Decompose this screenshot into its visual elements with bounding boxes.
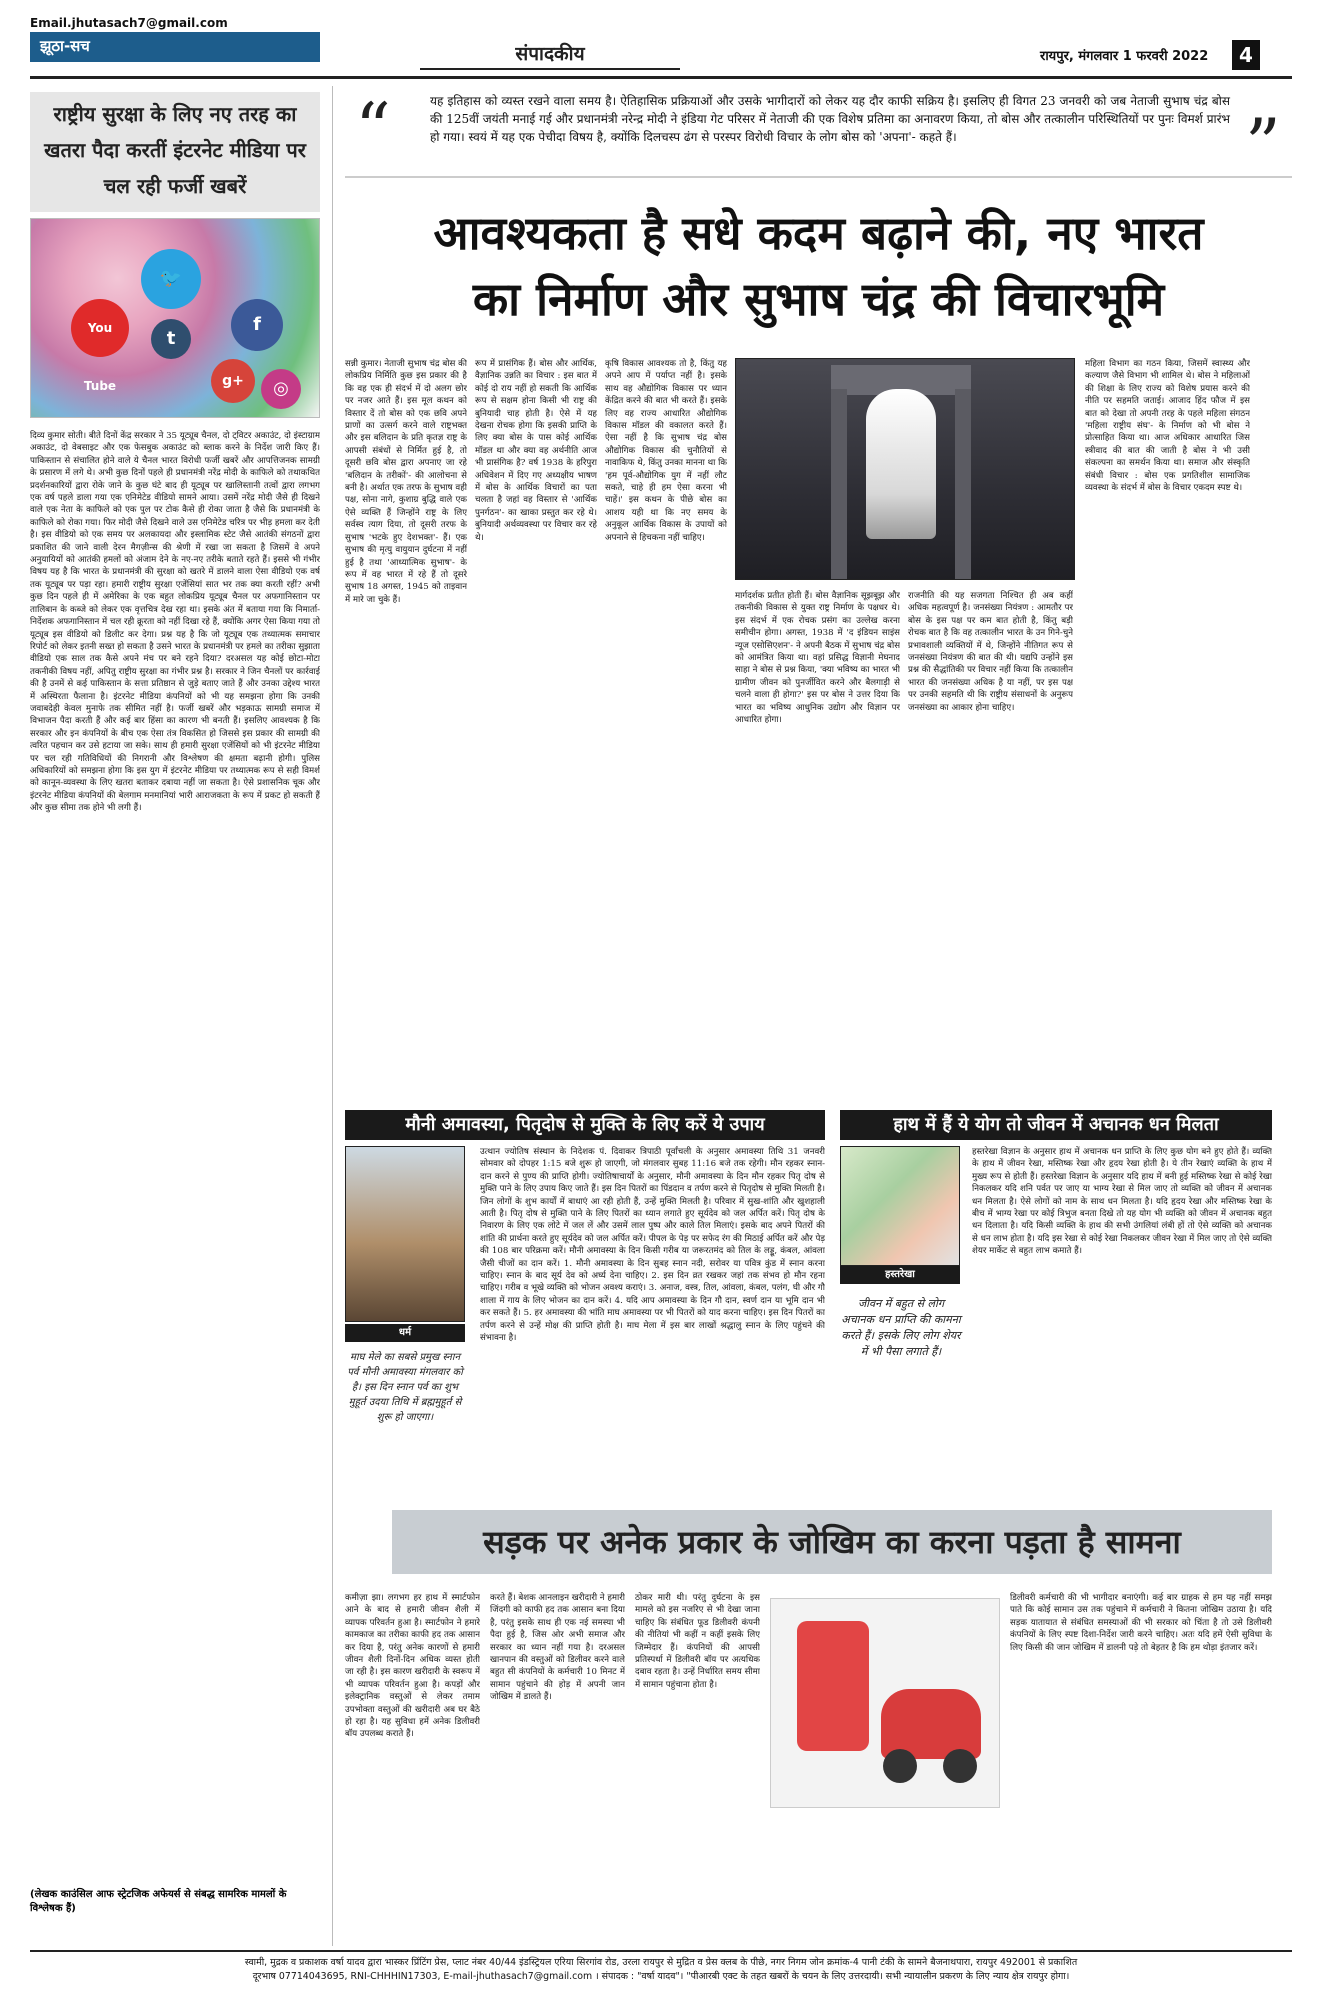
left-story-footnote: (लेखक काउंसिल आफ स्ट्रेटजिक अफेयर्स से संबद्ध सामरिक मामलों के विश्लेषक हैं) bbox=[30, 1889, 287, 1914]
road-story-column-3: ठोकर मारी थी। परंतु दुर्घटना के इस मामले को इस नजरिए से भी देखा जाना चाहिए कि संबंधित फूड डिलीवरी कंपनी की नीतियां भी कहीं न कहीं इसके लिए जिम्मेदार हैं। कंपनियों की आपसी प्रतिस्पर्धा में डिलीवरी बॉय पर अत्यधिक दबाव रहता है। उन्हें निर्धारित समय सीमा में सामान पहुंचाना होता है। bbox=[635, 1593, 760, 1690]
page-number: 4 bbox=[1232, 40, 1260, 70]
main-headline-line-2: का निर्माण और सुभाष चंद्र की विचारभूमि bbox=[472, 272, 1165, 326]
left-story-body: दिव्य कुमार सोती। बीते दिनों केंद्र सरकार ने 35 यूट्यूब चैनल, दो ट्विटर अकाउंट, दो इंस्टाग्राम अकाउंट, दो वेबसाइट और एक फेसबुक अकाउंट को ब्लाक करने के निर्देश जारी किए हैं। पाकिस्तान से संचालित होने वाले ये चैनल भारत विरोधी फर्जी खबरें और आपत्तिजनक सामग्री के प्रसारण में लगे थे। अभी कुछ दिनों पहले ही प्रधानमंत्री नरेंद्र मोदी के काफिले को तथाकथित प्रदर्शनकारियों द्वारा रोके जाने के कुछ घंटे बाद ही यूट्यूब पर खालिस्तानी तत्वों द्वारा लगभग एक वर्ष पहले डाला गया एक एनिमेटेड वीडियो सामने आया। उसमें नरेंद्र मोदी जैसे ही दिखने वाले एक नेता के काफिले को एक पुल पर टोक कैसे ही रोका जाता है जैसे कि प्रधानमंत्री के काफिले को रोका गया। फिर मोदी जैसे दिखने वाले उस एनिमेटेड चरित्र पर भीड़ हमला कर देती है। इस वीडियो को एक समय पर अलकायदा और इस्लामिक स्टेट जैसे आतंकी संगठनों द्वारा प्रकाशित की जाने वाली देरन मैगज़ीन्स की श्रेणी में रखा जा सकता है जिसमें वे अपने अनुयायियों को आतंकी हमलों को अंजाम देने के नए-नए तरीके बताते रहते हैं। इससे भी गंभीर विषय यह है कि भारत के प्रधानमंत्री की सुरक्षा को खतरे में डालने वाला ऐसा वीडियो एक वर्ष तक यूट्यूब पर पड़ा रहा। हमारी राष्ट्रीय सुरक्षा एजेंसियां सात भर तक क्या करती रहीं? अभी कुछ दिन पहले ही में अमेरिका के एक बहुत लोकप्रिय यूट्यूब चैनल पर अफगानिस्तान पर तालिबान के कब्जे को लेकर एक वृत्तचित्र देख रहा था। इसके अंत में बताया गया कि निमार्ता-निर्देशक अफगानिस्तान में चल रही क्रूरता को नहीं दिखा रहे हैं, क्योंकि अगर ऐसा किया गया तो यूट्यूब इस वीडियो को डिलीट कर देगा। प्रश्न यह है कि जो यूट्यूब एक तथ्यात्मक समाचार रिपोर्ट को लेकर इतनी सख्त हो सकता है उसने भारत के प्रधानमंत्री पर हमले का तरीका सुझाता वीडियो एक साल तक कैसे अपने मंच पर बने रहने दिया? दरअसल यह कोई छोटा-मोटा तकनीकी विषय नहीं, अपितु राष्ट्रीय सुरक्षा का गंभीर प्रश्न है। सरकार ने जिन चैनलों पर कार्रवाई की है उनमें से कई पाकिस्तान के सत्ता प्रतिष्ठान से जुड़े बताए जाते हैं और उनका उद्देश्य भारत में अस्थिरता फैलाना है। इंटरनेट मीडिया कंपनियों को भी यह समझना होगा कि उनकी जवाबदेही केवल मुनाफे तक सीमित नहीं है। फर्जी खबरें और भड़काऊ सामग्री समाज में विभाजन पैदा करती हैं और कई बार हिंसा का कारण भी बनती हैं। इसलिए आवश्यक है कि सरकार और इन कंपनियों के बीच एक ऐसा तंत्र विकसित हो जिससे इस प्रकार की सामग्री की त्वरित पहचान कर उसे हटाया जा सके। साथ ही हमारी सुरक्षा एजेंसियों को भी इंटरनेट मीडिया पर चल रही गतिविधियों की निगरानी और विश्लेषण की क्षमता बढ़ानी होगी। पुलिस अधिकारियों को समझना होगा कि इस युग में इंटरनेट मीडिया पर तथ्यात्मक रूप से सही विमर्श को कानून-व्यवस्था के लिए खतरा बताकर दबाया नहीं जा सकता है। ऐसे प्रशासनिक चूक और इंटरनेट मीडिया कंपनियों की बेलगाम मनमानियां भारी आराजकता के रूप में प्रकट हो सकती हैं और कुछ सीमा तक होने भी लगी हैं। bbox=[30, 431, 320, 814]
brand-bar: झूठा-सच bbox=[30, 32, 320, 62]
dhan-story-band: हाथ में हैं ये योग तो जीवन में अचानक धन मिलता bbox=[840, 1110, 1272, 1140]
main-headline-line-1: आवश्यकता है सधे कदम बढ़ाने की, नए भारत bbox=[433, 206, 1204, 260]
main-story-column-2: रूप में प्रासंगिक हैं। बोस और आर्थिक, वैज्ञानिक उन्नति का विचार : इस बात में कोई दो राय नहीं हो सकती कि आर्थिक रूप से सक्षम होना किसी भी राष्ट्र की बुनियादी चाह होती है। ऐसे में यह देखना रोचक होगा कि इसकी प्राप्ति के लिए क्या बोस के पास कोई आर्थिक मॉडल था और क्या वह अर्थनीति आज भी प्रासंगिक है? वर्ष 1938 के हरिपुरा अधिवेशन में दिए गए अध्यक्षीय भाषण में बोस के आर्थिक विचारों का पता चलता है जहां वह विस्तार से 'आर्थिक पुनर्गठन'- का खाका प्रस्तुत कर रहे थे। बुनियादी अर्थव्यवस्था पर विचार कर रहे थे। bbox=[475, 359, 597, 543]
social-media-image bbox=[30, 218, 320, 418]
delivery-illustration bbox=[770, 1598, 1000, 1808]
youtube-icon: You Tube bbox=[71, 299, 129, 357]
dhan-story-body: हस्तरेखा विज्ञान के अनुसार हाथ में अचानक धन प्राप्ति के लिए कुछ योग बने हुए होते हैं। व्यक्ति के हाथ में जीवन रेखा, मस्तिष्क रेखा और हृदय रेखा होती है। ये तीन रेखाएं व्यक्ति के हाथ में मुख्य रूप से होती हैं। हस्तरेखा विज्ञान के अनुसार यदि हाथ में बनी हुई मस्तिष्क रेखा से कोई रेखा निकलकर यदि शनि पर्वत पर जाए या भाग्य रेखा से मिल जाए तो व्यक्ति को जीवन में अचानक धन मिलता है। ऐसे लोगों को नाम के साथ धन मिलता है। यदि हृदय रेखा और मस्तिष्क रेखा के बीच में भाग्य रेखा पर कोई त्रिभुज बनता दिखे तो यह योग भी व्यक्ति को जीवन में अचानक बहुत धन दिलाता है। यदि किसी व्यक्ति के हाथ की सभी उंगलियां लंबी हों तो ऐसे व्यक्ति को अचानक से धन लाभ होता है। यदि इस रेखा से कोई रेखा निकलकर जीवन रेखा में मिल जाए तो ऐसे व्यक्ति शेयर मार्केट से बहुत लाभ कमाते हैं। bbox=[972, 1147, 1272, 1257]
netaji-statue-photo bbox=[735, 358, 1075, 580]
road-story-column-2: करते हैं। बेशक आनलाइन खरीदारी ने हमारी जिंदगी को काफी हद तक आसान बना दिया है, परंतु इसके साथ ही एक नई समस्या भी पैदा हुई है, जिस ओर अभी समाज और सरकार का ध्यान नहीं गया है। दरअसल खानपान की वस्तुओं को डिलीवर करने वाले बहुत सी कंपनियों के कर्मचारी 10 मिनट में सामान पहुंचाने की होड़ में अपनी जान जोखिम में डालते हैं। bbox=[490, 1593, 625, 1703]
imprint-footer bbox=[30, 1956, 1292, 1984]
open-quote-icon: “ bbox=[355, 88, 391, 170]
mauni-story-body: उत्थान ज्योतिष संस्थान के निदेशक पं. दिवाकर त्रिपाठी पूर्वांचली के अनुसार अमावस्या तिथि 31 जनवरी सोमवार को दोपहर 1:15 बजे शुरू हो जाएगी, जो मंगलवार सुबह 11:16 बजे तक रहेगी। मौन रहकर स्नान-दान करने से पुण्य की प्राप्ति होगी। ज्योतिषाचार्यों के अनुसार, मौनी अमावस्या के दिन मौन रहकर पितृ दोष से मुक्ति पाने के लिए उपाय किए जाते हैं। इस दिन पितरों का पिंडदान व तर्पण करने से पितृदोष से मुक्ति मिलती है। जिन लोगों के शुभ कार्यों में बाधाएं आ रही होती हैं, उन्हें मुक्ति मिलती है। परिवार में सुख-शांति और खुशहाली आती है। पितृ दोष से मुक्ति पाने के लिए पितरों का ध्यान लगाते हुए सूर्यदेव को जल अर्पित करें। पितृ दोष के निवारण के लिए एक लोटे में जल लें और उसमें लाल पुष्प और काले तिल मिलाएं। इसके बाद अपने पितरों की शांति की प्रार्थना करते हुए सूर्यदेव को जल अर्पित करें। पीपल के पेड़ पर सफेद रंग की मिठाई अर्पित करें और पेड़ की 108 बार परिक्रमा करें। मौनी अमावस्या के दिन किसी गरीब या जरूरतमंद को तिल के लड्डू, कंबल, आंवला जैसी चीजों का दान करें। 1. मौनी अमावस्या के दिन सुबह स्नान नदी, सरोवर या पवित्र कुंड में स्नान करना चाहिए। स्नान के बाद सूर्य देव को अर्घ्य देना चाहिए। 2. इस दिन व्रत रखकर जहां तक संभव हो मौन रहना चाहिए। गरीब व भूखे व्यक्ति को भोजन अवश्य कराएं। 3. अनाज, वस्त्र, तिल, आंवला, कंबल, पलंग, घी और गौ शाला में गाय के लिए भोजन का दान करें। 4. यदि आप अमावस्या के दिन गौ दान, स्वर्ण दान या भूमि दान भी कर सकते हैं। 5. हर अमावस्या की भांति माघ अमावस्या पर भी पितरों को याद करना चाहिए। इस दिन पितरों का तर्पण करने से उन्हें मोक्ष की प्राप्ति होती है। माघ मेला में इस बार लाखों श्रद्धालु स्नान के लिए पहुंचने की संभावना है। bbox=[480, 1147, 825, 1344]
masthead-email: Email.jhutasach7@gmail.com bbox=[30, 16, 228, 30]
main-story-column-6: महिला विभाग का गठन किया, जिसमें स्वास्थ्य और कल्याण जैसे विभाग भी शामिल थे। बोस ने महिलाओं की शिक्षा के लिए राज्य को विशेष प्रयास करने की नीति पर सहमति जताई। आजाद हिंद फौज में इस बात को देखा तो अपनी तरह के पहले महिला संगठन 'महिला राष्ट्रीय संघ'- के निर्माण को भी बोस ने प्रोत्साहित किया था। आज अधिकार आधारित जिस स्त्रीवाद की बात की जाती है बोस ने भी उसी संकल्पना का समर्थन किया था। समाज और संस्कृति संबंधी विचार : बोस एक प्रगतिशील सामाजिक व्यवस्था के संदर्भ में बोस के विचार एकदम स्पष्ट थे। bbox=[1085, 359, 1250, 494]
road-story-headline: सड़क पर अनेक प्रकार के जोखिम का करना पड़ता है सामना bbox=[392, 1510, 1272, 1574]
hastrekha-tag: हस्तरेखा bbox=[840, 1266, 960, 1284]
pilgrims-photo bbox=[345, 1146, 465, 1322]
instagram-icon: ◎ bbox=[261, 369, 301, 409]
masthead-rule bbox=[30, 76, 1292, 79]
footer-rule bbox=[30, 1950, 1292, 1952]
twitter-icon: 🐦 bbox=[141, 249, 201, 309]
section-title: संपादकीय bbox=[420, 40, 680, 70]
close-quote-icon: ” bbox=[1245, 104, 1281, 186]
mauni-caption: माघ मेले का सबसे प्रमुख स्नान पर्व मौनी अमावस्या मंगलवार को है। इस दिन स्नान पर्व का शुभ मुहूर्त उदया तिथि में ब्रह्ममुहूर्त से शुरू हो जाएगा। bbox=[347, 1352, 463, 1423]
statue-figure bbox=[866, 389, 936, 539]
currency-notes-photo bbox=[840, 1146, 960, 1266]
dharm-tag: धर्म bbox=[345, 1324, 465, 1342]
facebook-icon: f bbox=[231, 299, 283, 351]
main-story-column-3: कृषि विकास आवश्यक तो है, किंतु यह अपने आप में पर्याप्त नहीं है। इसके साथ वह औद्योगिक विकास पर ध्यान केंद्रित करने की बात भी करते हैं। इसके लिए वह राज्य आधारित औद्योगिक विकास मॉडल की वकालत करते हैं। ऐसा नहीं है कि सुभाष चंद्र बोस औद्योगिक विकास की चुनौतियों से नावाकिफ थे, किंतु उनका मानना था कि 'हम पूर्व-औद्योगिक युग में नहीं लौट सकते, चाहे ही हम ऐसा करना भी चाहें।' इस कथन के पीछे बोस का आशय यही था कि नए समय के अनुकूल आर्थिक विकास के उपायों को अपनाने से हिचकना नहीं चाहिए। bbox=[605, 359, 727, 543]
mauni-story-band: मौनी अमावस्या, पितृदोष से मुक्ति के लिए करें ये उपाय bbox=[345, 1110, 825, 1140]
main-story-column-5: राजनीति की यह सजगता निश्चित ही अब कहीं अधिक महत्वपूर्ण है। जनसंख्या नियंत्रण : आमतौर पर बोस के इस पक्ष पर कम बात होती है, किंतु बड़ी रोचक बात है कि वह तत्कालीन भारत के उन गिने-चुने प्रभावशाली व्यक्तियों में थे, जिन्होंने नीतिगत रूप से जनसंख्या नियंत्रण की बात की थी। यद्यपि उन्होंने इस प्रश्न की सैद्धांतिकी पर विचार नहीं किया कि तत्कालीन भारत की जनसंख्या अधिक है या नहीं, पर इस पक्ष पर उनकी सहमति थी कि राष्ट्रीय संसाधनों के अनुरूप जनसंख्या का आकार होना चाहिए। bbox=[908, 591, 1073, 713]
smartphone-icon bbox=[797, 1621, 869, 1751]
left-story-headline: राष्ट्रीय सुरक्षा के लिए नए तरह का खतरा पैदा करतीं इंटरनेट मीडिया पर चल रही फर्जी खबरें bbox=[30, 92, 320, 212]
dhan-caption: जीवन में बहुत से लोग अचानक धन प्राप्ति की कामना करते हैं। इसके लिए लोग शेयर में भी पैसा लगाते हैं। bbox=[841, 1297, 961, 1358]
tumblr-icon: t bbox=[151, 319, 191, 359]
imprint-line-2: दूरभाष 07714043695, RNI-CHHHIN17303, E-mail-jhuthasach7@gmail.com । संपादक : "वर्षा यादव"। "पीआरबी एक्ट के तहत खबरों के चयन के लिए उत्तरदायी। सभी न्यायालीन प्रकरण के लिए न्याय क्षेत्र रायपुर होगा। bbox=[252, 1971, 1070, 1982]
road-story-column-4: डिलीवरी कर्मचारी की भी भागीदार बनाएंगी। कई बार ग्राहक से हम यह नहीं समझ पाते कि कोई सामान उस तक पहुंचाने में कर्मचारी ने कितना जोखिम उठाया है। यदि सड़क यातायात से संबंधित समस्याओं की भी सरकार को चिंता है तो उसे डिलीवरी कंपनियों के लिए स्पष्ट दिशा-निर्देश जारी करने चाहिए। अतः यदि हमें ऐसी सुविधा के लिए किसी की जान जोखिम में डालनी पड़े तो बेहतर है कि हम थोड़ा इंतजार करें। bbox=[1010, 1593, 1272, 1653]
imprint-line-1: स्वामी, मुद्रक व प्रकाशक वर्षा यादव द्वारा भास्कर प्रिंटिंग प्रेस, प्लाट नंबर 40/44 इंडस्ट्रियल एरिया सिरगांव रोड, उरला रायपुर से मुद्रित व प्रेस क्लब के पीछे, नगर निगम जोन क्रमांक-4 पानी टंकी के सामने बैजनाथपारा, रायपुर 492001 से प्रकाशित bbox=[244, 1957, 1078, 1968]
road-story-column-1: कमीज़ा झा। लगभग हर हाथ में स्मार्टफोन आने के बाद से हमारी जीवन शैली में व्यापक परिवर्तन हुआ है। स्मार्टफोन ने हमारे कामकाज का तरीका काफी हद तक आसान कर दिया है, परंतु अनेक कारणों से हमारी जीवन शैली दिनों-दिन अधिक व्यस्त होती जा रही है। इस कारण खरीदारी के स्वरूप में भी व्यापक परिवर्तन हुआ है। कपड़ों और इलेक्ट्रानिक वस्तुओं से लेकर तमाम उपभोक्ता वस्तुओं की खरीदारी अब घर बैठे हो रहा है। यह सुविधा हमें अनेक डिलीवरी बॉय उपलब्ध कराते हैं। bbox=[345, 1593, 480, 1740]
main-headline bbox=[345, 200, 1292, 340]
main-story-column-1: सन्नी कुमार। नेताजी सुभाष चंद्र बोस की लोकप्रिय निर्मिति कुछ इस प्रकार की है कि वह एक ही संदर्भ में दो अलग छोर पर नजर आते हैं। इस मूल कथन को विस्तार दें तो बोस को एक छवि अपने प्राणों का उत्सर्ग करने वाले राष्ट्रभक्त और इस बलिदान के प्रति कृतज्ञ राष्ट्र के आपसी संबंधों से निर्मित हुई है, तो दूसरी छवि बोस द्वारा अपनाए जा रहे 'बलिदान के तरीकों'- की आलोचना से बनी है। अर्थात एक तरफ के सुभाष वही पक्ष, सोना नागे, कुशाग्र बुद्धि वाले एक ऐसे व्यक्ति हैं जिन्होंने राष्ट्र के लिए सर्वस्व त्याग दिया, तो दूसरी तरफ के सुभाष 'भटके हुए देशभक्त'- हैं। एक सुभाष की मृत्यु वायुयान दुर्घटना में नहीं हुई है तथा 'आध्यात्मिक सुभाष'- के रूप में वह भारत में रहे हैं तो दूसरे सुभाष 18 अगस्त, 1945 को ताइवान में मारे जा चुके हैं। bbox=[345, 359, 467, 605]
dateline: रायपुर, मंगलवार 1 फरवरी 2022 bbox=[1040, 49, 1209, 64]
column-divider bbox=[332, 86, 333, 1946]
google-plus-icon: g+ bbox=[211, 359, 255, 403]
main-story-column-4: मार्गदर्शक प्रतीत होती हैं। बोस वैज्ञानिक सूझबूझ और तकनीकी विकास से युक्त राष्ट्र निर्माण के पक्षधर थे। इस संदर्भ में एक रोचक प्रसंग का उल्लेख करना समीचीन होगा। अगस्त, 1938 में 'द इंडियन साइंस न्यूज एसोसिएशन'- ने अपनी बैठक में सुभाष चंद्र बोस को आमंत्रित किया था। वहां प्रसिद्ध विज्ञानी मेघनाद साहा ने बोस से प्रश्न किया, 'क्या भविष्य का भारत भी ग्रामीण जीवन को पुनर्जीवित करने और बैलगाड़ी से चलने वाला ही होगा?' इस पर बोस ने उत्तर दिया कि भारत का भविष्य आधुनिक उद्योग और विज्ञान पर आधारित होगा। bbox=[735, 591, 900, 726]
pull-quote: यह इतिहास को व्यस्त रखने वाला समय है। ऐतिहासिक प्रक्रियाओं और उसके भागीदारों को लेकर यह दौर काफी सक्रिय है। इसलिए ही विगत 23 जनवरी को जब नेताजी सुभाष चंद्र बोस की 125वीं जयंती मनाई गई और प्रधानमंत्री नरेन्द्र मोदी ने इंडिया गेट परिसर में नेताजी की एक विशेष प्रतिमा का अनावरण किया, तो बोस और तत्कालीन परिस्थितियों पर पुनः विमर्श प्रारंभ हो गया। स्वयं में यह एक पेचीदा विषय है, क्योंकि दिलचस्प ढंग से परस्पर विरोधी विचार के लोग बोस को 'अपना'- कहते हैं। bbox=[430, 94, 1230, 144]
